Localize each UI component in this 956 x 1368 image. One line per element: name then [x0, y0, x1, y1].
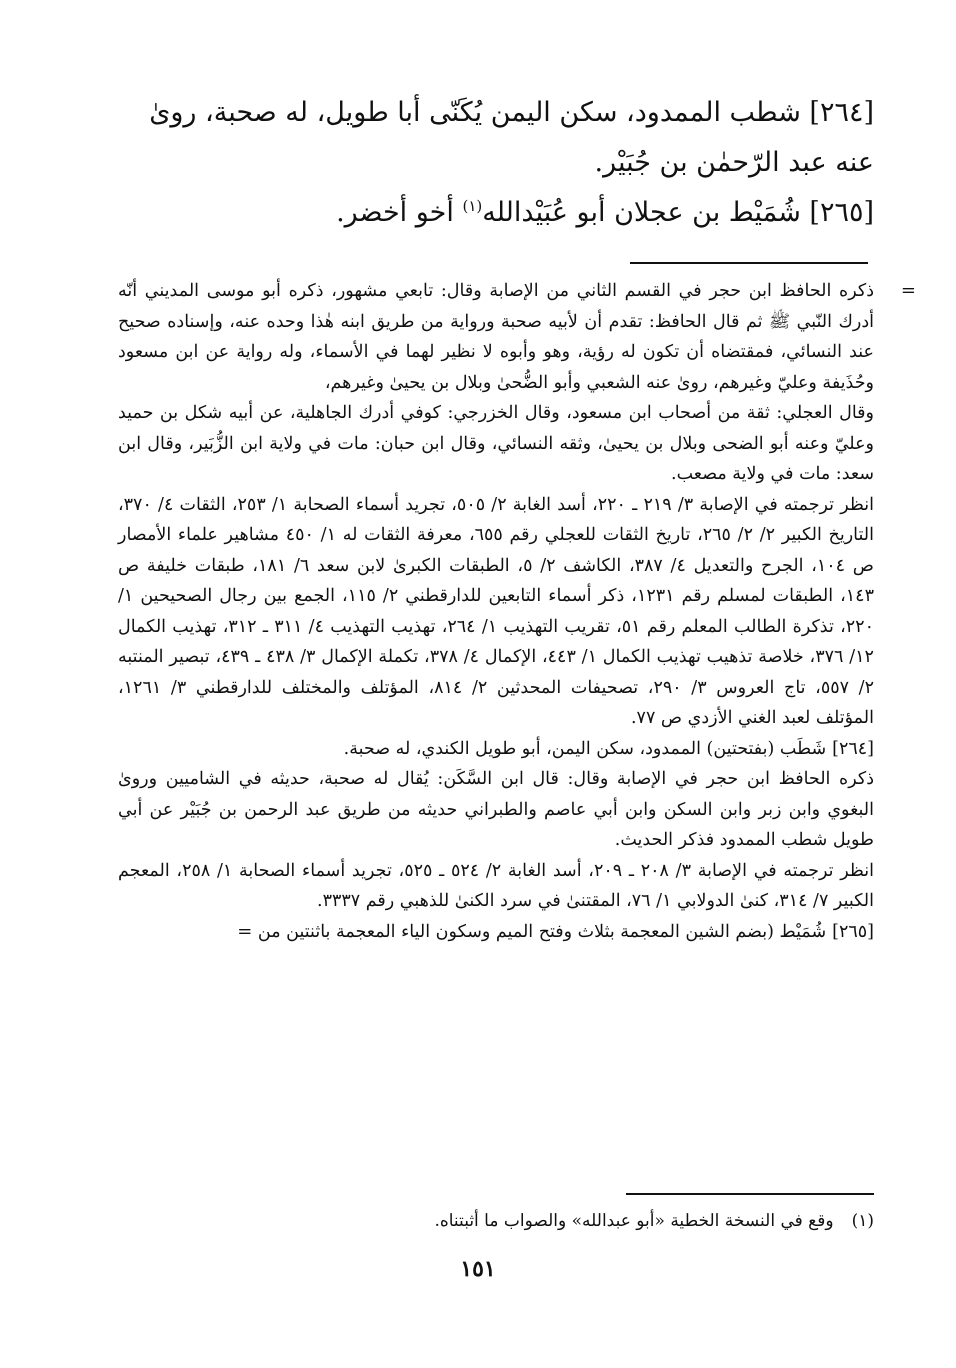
note-entry-265-heading	[118, 917, 874, 948]
footnote	[94, 1203, 874, 1239]
main-text	[74, 88, 874, 238]
footnote-reference: (١)	[462, 197, 483, 215]
note-entry-264-heading	[118, 734, 874, 765]
entry-265-tail: أخو أخضر.	[336, 197, 463, 228]
note-paragraph-1: ذكره الحافظ ابن حجر في القسم الثاني من الإصابة وقال: تابعي مشهور، ذكره أبو موسى المديني أنّه أدرك النّبي ﷺ ثم قال الحافظ: تقدم أن لأبيه صحبة ورواية من طريق ابنه هٰذا وحده عنه، وإسناده صحيح عند النسائي، فمقتضاه أن تكون له رؤية، وهو وأبوه لا نظير لهما في الأسماء، وله رواية عن ابن مسعود وحُذَيفة وعليّ وغيرهم، روىٰ عنه الشعبي وأبو الضُّحىٰ وبلال بن يحيىٰ وغيرهم،	[118, 281, 874, 393]
entry-264-marker: [٢٦٤]	[832, 738, 874, 759]
footnote-number: (١)	[851, 1211, 874, 1231]
commentary-notes	[118, 276, 916, 947]
footnote-separator-rule	[626, 1193, 874, 1195]
entry-264-line-2: عنه عبد الرّحمٰن بن جُبَيْر.	[594, 147, 874, 178]
note-paragraph-4: ذكره الحافظ ابن حجر في الإصابة وقال: قال ابن السَّكَن: يُقال له صحبة، حديثه في الشاميين وروىٰ البغوي وابن زبر وابن السكن وابن أبي عاصم والطبراني حديثه من طريق عبد الرحمن بن جُبَيْر عن أبي طويل شطب الممدود فذكر الحديث.	[118, 769, 874, 850]
note-paragraph-2: وقال العجلي: ثقة من أصحاب ابن مسعود، وقال الخزرجي: كوفي أدرك الجاهلية، عن أبيه شكل بن حميد وعليّ وعنه أبو الضحى وبلال بن يحيىٰ، وثقه النسائي، وقال ابن حبان: مات في ولاية ابن الزُّبَير، وقال ابن سعد: مات في ولاية مصعب.	[118, 403, 874, 484]
entry-264-heading-text: شَطَب (بفتحتين) الممدود، سكن اليمن، أبو طويل الكندي، له صحبة.	[343, 738, 827, 759]
entry-265-heading-text: شُمَيْط (بضم الشين المعجمة بثلاث وفتح الميم وسكون الياء المعجمة باثنتين من	[257, 921, 827, 942]
entry-265-text: [٢٦٥] شُمَيْط بن عجلان أبو عُبَيْدالله	[482, 197, 874, 228]
continues-next-page-marker: =	[237, 920, 253, 942]
entry-264-line-1: [٢٦٤] شطب الممدود، سكن اليمن يُكَنّى أبا طويل، له صحبة، روىٰ	[149, 97, 874, 128]
note-paragraph-5: انظر ترجمته في الإصابة ٣/ ٢٠٨ ـ ٢٠٩، أسد الغابة ٢/ ٥٢٤ ـ ٥٢٥، تجريد أسماء الصحابة ١/ ٢٥٨، المعجم الكبير ٧/ ٣١٤، كنىٰ الدولابي ١/ ٧٦، المقتنىٰ في سرد الكنىٰ للذهبي رقم ٣٣٣٧.	[118, 860, 874, 911]
page-number: ١٥١	[460, 1256, 496, 1282]
note-paragraph-3: انظر ترجمته في الإصابة ٣/ ٢١٩ ـ ٢٢٠، أسد الغابة ٢/ ٥٠٥، تجريد أسماء الصحابة ١/ ٢٥٣، الثقات ٤/ ٣٧٠، التاريخ الكبير ٢/ ٢/ ٢٦٥، تاريخ الثقات للعجلي رقم ٦٥٥، معرفة الثقات له ١/ ٤٥٠ مشاهير علماء الأمصار ص ١٠٤، الجرح والتعديل ٤/ ٣٨٧، الكاشف ٢/ ٥، الطبقات الكبرىٰ لابن سعد ٦/ ١٨١، طبقات خليفة ص ١٤٣، الطبقات لمسلم رقم ١٢٣١، ذكر أسماء التابعين للدارقطني ٢/ ١١٥، الجمع بين رجال الصحيحين ١/ ٢٢٠، تذكرة الطالب المعلم رقم ٥١، تقريب التهذيب ١/ ٢٦٤، تهذيب التهذيب ٤/ ٣١١ ـ ٣١٢، تهذيب الكمال ١٢/ ٣٧٦، خلاصة تذهيب تهذيب الكمال ١/ ٤٤٣، الإكمال ٤/ ٣٧٨، تكملة الإكمال ٣/ ٤٣٨ ـ ٤٣٩، تبصير المنتبه ٢/ ٥٥٧، تاج العروس ٣/ ٢٩٠، تصحيفات المحدثين ٢/ ٨١٤، المؤتلف والمختلف للدارقطني ٣/ ١٢٦١، المؤتلف لعبد الغني الأزدي ص ٧٧.	[118, 494, 874, 728]
entry-265	[74, 188, 874, 238]
continued-note	[118, 276, 916, 398]
entry-265-marker: [٢٦٥]	[832, 921, 874, 942]
footnote-text: وقع في النسخة الخطية «أبو عبدالله» والصواب ما أثبتناه.	[434, 1211, 834, 1231]
notes-separator-rule	[630, 262, 868, 264]
continuation-marker: =	[900, 280, 916, 301]
